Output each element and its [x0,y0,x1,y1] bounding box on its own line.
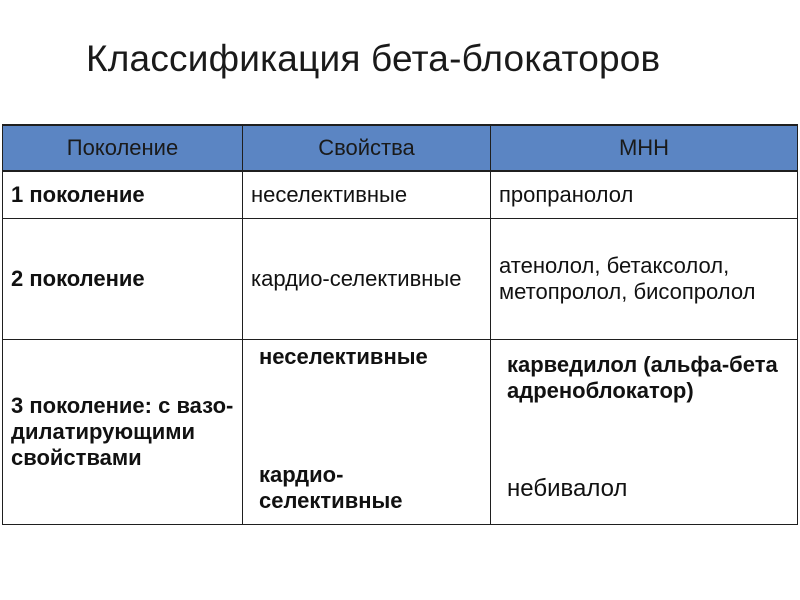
table-row [3,219,798,340]
inn-cell: пропранолол [491,171,798,219]
header-generation: Поколение [3,125,243,171]
properties-cardioselective: кардио-селективные [259,462,403,513]
generation-cell: 3 поколение: с вазо-дилатирующими свойствами [3,340,243,525]
slide-title: Классификация бета-блокаторов [86,38,661,79]
classification-table [2,124,798,525]
table-header-row [3,125,798,171]
header-properties: Свойства [243,125,491,171]
inn-cell: атенолол, бетаксолол, метопролол, бисопролол [491,219,798,340]
properties-cell: кардио-селективные [243,219,491,340]
properties-nonselective: неселективные [259,344,428,369]
properties-cell [243,340,491,525]
table-row [3,171,798,219]
generation-cell: 2 поколение [3,219,243,340]
properties-cell: неселективные [243,171,491,219]
table-row [3,340,798,525]
inn-nebivolol: небивалол [507,475,628,502]
header-inn: МНН [491,125,798,171]
inn-cell [491,340,798,525]
inn-carvedilol: карведилол (альфа-бета адреноблокатор) [507,352,778,403]
generation-cell: 1 поколение [3,171,243,219]
